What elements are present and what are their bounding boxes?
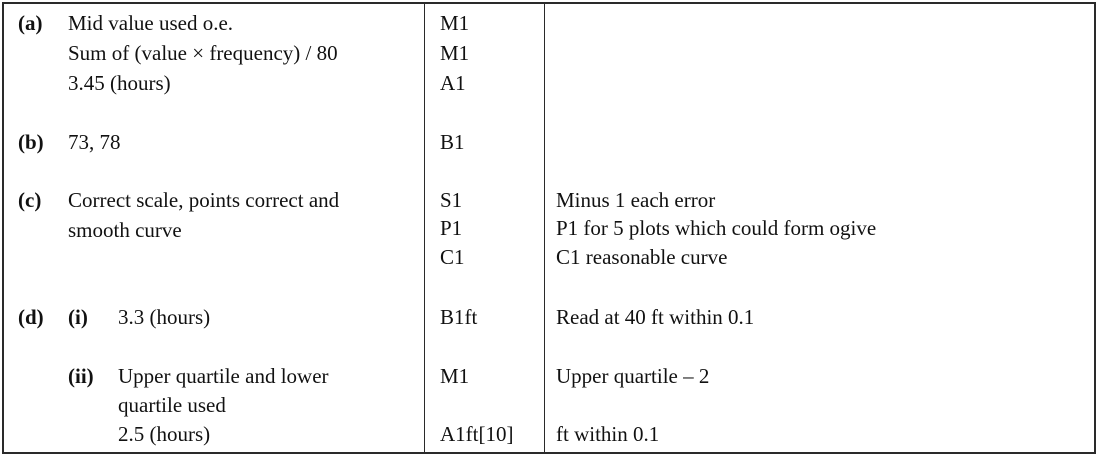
part-d-ii-note-1: Upper quartile – 2 [556, 364, 710, 388]
part-a-line-1: Mid value used o.e. [68, 11, 234, 35]
part-d-ii-line-1: Upper quartile and lower [118, 364, 329, 388]
part-a-mark-2: M1 [440, 41, 470, 65]
part-c-note-1: Minus 1 each error [556, 188, 716, 212]
part-b-answer: 73, 78 [68, 130, 121, 154]
column-divider-answer [424, 4, 425, 452]
part-d-i-note: Read at 40 ft within 0.1 [556, 305, 755, 329]
part-c-line-2: smooth curve [68, 218, 182, 242]
part-c-mark-1: S1 [440, 188, 463, 212]
part-c-note-2: P1 for 5 plots which could form ogive [556, 216, 877, 240]
part-d-ii-line-2: quartile used [118, 393, 226, 417]
part-d-i-answer: 3.3 (hours) [118, 305, 211, 329]
part-a-mark-3: A1 [440, 71, 466, 95]
part-c-line-1: Correct scale, points correct and [68, 188, 340, 212]
part-c-mark-2: P1 [440, 216, 463, 240]
part-d-ii-label: (ii) [68, 364, 94, 388]
part-d-ii-note-2: ft within 0.1 [556, 422, 660, 446]
part-d-ii-mark-1: M1 [440, 364, 470, 388]
part-a-mark-1: M1 [440, 11, 470, 35]
part-b-mark: B1 [440, 130, 465, 154]
part-a-label: (a) [18, 11, 43, 35]
part-a-line-2: Sum of (value × frequency) / 80 [68, 41, 338, 65]
part-b-label: (b) [18, 130, 44, 154]
part-d-i-label: (i) [68, 305, 88, 329]
part-d-label: (d) [18, 305, 44, 329]
part-d-ii-line-3: 2.5 (hours) [118, 422, 211, 446]
part-d-i-mark: B1ft [440, 305, 478, 329]
column-divider-mark [544, 4, 545, 452]
part-a-line-3: 3.45 (hours) [68, 71, 171, 95]
part-d-ii-mark-2: A1ft[10] [440, 422, 514, 446]
part-c-note-3: C1 reasonable curve [556, 245, 728, 269]
part-c-label: (c) [18, 188, 42, 212]
part-c-mark-3: C1 [440, 245, 465, 269]
